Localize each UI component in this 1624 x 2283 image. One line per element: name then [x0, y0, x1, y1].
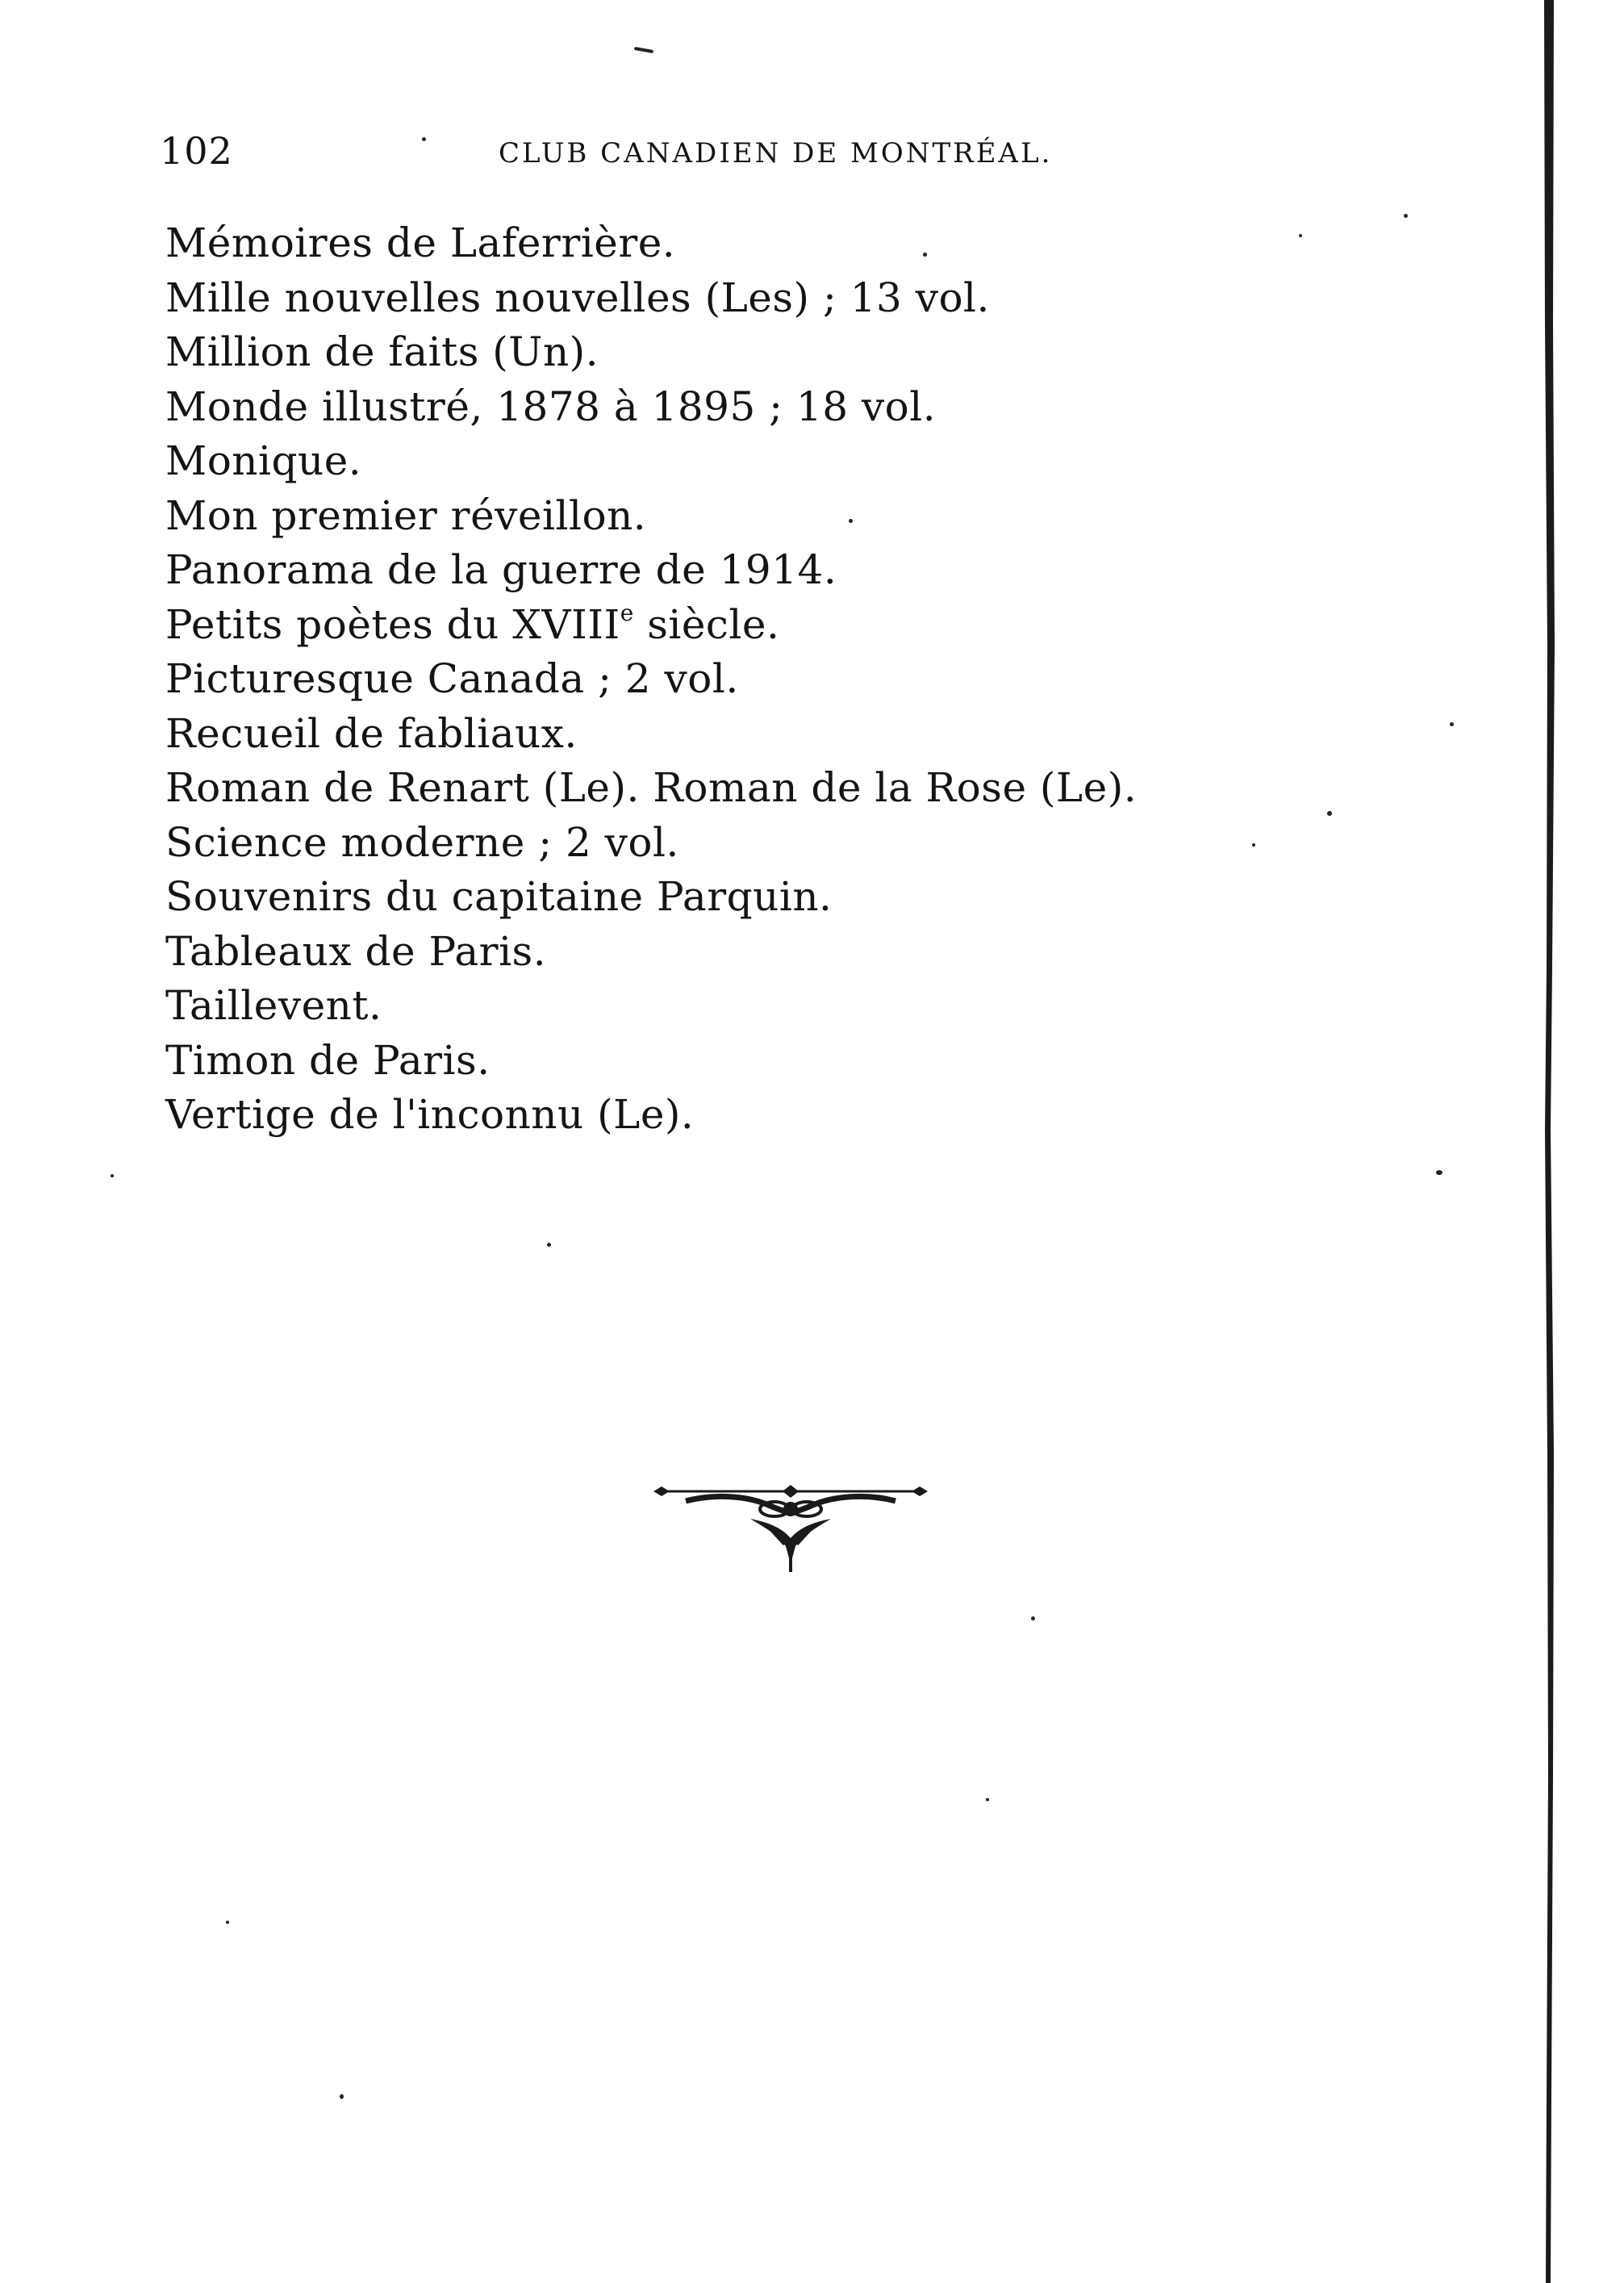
print-speck [1299, 234, 1302, 237]
page-edge-shadow [1533, 0, 1565, 2283]
catalog-entry: Monique. [165, 437, 362, 484]
page-header [160, 129, 1063, 178]
print-speck [340, 2094, 344, 2099]
print-speck [923, 253, 927, 257]
catalog-entry: Mon premier réveillon. [165, 491, 647, 539]
print-speck [1327, 811, 1332, 816]
print-speck [1436, 1170, 1442, 1175]
page-number: 102 [160, 129, 233, 173]
fleuron-ornament-icon [653, 1477, 928, 1574]
print-speck [1450, 722, 1454, 726]
catalog-entry: Tableaux de Paris. [165, 927, 547, 975]
catalog-entry: Mémoires de Laferrière. [165, 220, 676, 266]
entry-text: siècle. [633, 600, 780, 648]
catalog-entry: Science moderne ; 2 vol. [165, 818, 679, 866]
print-speck [547, 1243, 551, 1247]
catalog-entry: Monde illustré, 1878 à 1895 ; 18 vol. [165, 383, 937, 430]
catalog-entry: Picturesque Canada ; 2 vol. [165, 655, 739, 702]
catalog-entry [165, 598, 1137, 653]
catalog-entry-list [165, 216, 1137, 1143]
catalog-entry: Vertige de l'inconnu (Le). [165, 1091, 695, 1138]
print-speck [849, 519, 853, 523]
print-speck [226, 1921, 229, 1924]
catalog-entry: Million de faits (Un). [165, 328, 599, 375]
catalog-entry: Roman de Renart (Le). Roman de la Rose (Le). [165, 764, 1138, 811]
catalog-entry: Mille nouvelles nouvelles (Les) ; 13 vol. [165, 274, 990, 321]
catalog-entry: Souvenirs du capitaine Parquin. [165, 873, 833, 920]
print-speck [1031, 1616, 1035, 1620]
superscript-e: e [620, 599, 634, 626]
print-speck [111, 1174, 114, 1177]
print-speck [422, 137, 426, 141]
running-head: CLUB CANADIEN DE MONTRÉAL. [499, 137, 1053, 169]
print-speck [1404, 214, 1408, 218]
print-speck [986, 1798, 989, 1801]
entry-text: Petits poètes du XVIII [165, 600, 620, 648]
print-speck [634, 47, 653, 53]
catalog-entry: Timon de Paris. [165, 1036, 491, 1084]
catalog-entry: Taillevent. [165, 982, 382, 1029]
catalog-entry: Recueil de fabliaux. [165, 709, 578, 757]
print-speck [1252, 843, 1255, 847]
catalog-entry: Panorama de la guerre de 1914. [165, 546, 837, 593]
